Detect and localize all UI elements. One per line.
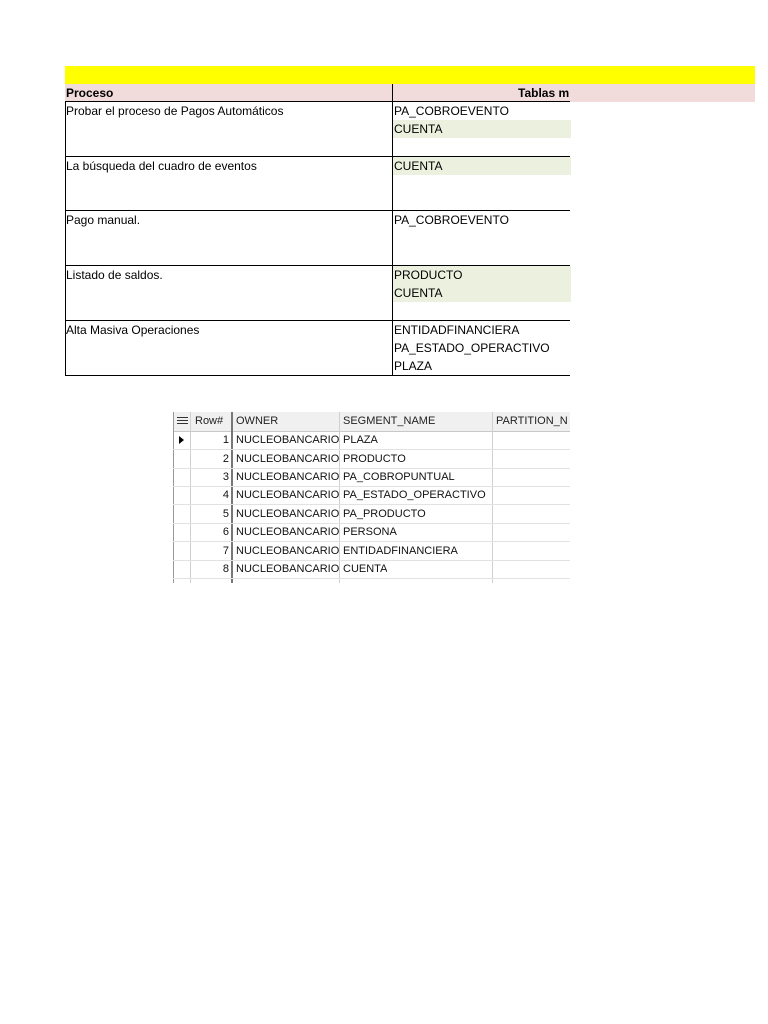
table-row[interactable] [173,431,570,450]
segment-name-cell[interactable]: CUENTA [343,563,388,575]
row-number: 6 [222,526,229,538]
row-border [65,375,570,376]
table-row[interactable] [173,542,570,561]
row-number: 1 [222,434,229,446]
tabla-cell[interactable]: PA_COBROEVENTO [394,104,509,118]
row-number: 2 [222,453,229,465]
segment-name-cell[interactable]: PA_COBROPUNTUAL [343,471,455,483]
table-row[interactable] [173,450,570,469]
table-row[interactable] [173,523,570,542]
table-row[interactable] [173,505,570,524]
row-number: 7 [222,545,229,557]
row-number: 5 [222,508,229,520]
header-proceso[interactable]: Proceso [66,86,114,100]
row-number: 4 [222,489,229,501]
column-header-rownum[interactable]: Row# [195,415,224,427]
tabla-cell[interactable]: PLAZA [394,359,433,373]
owner-cell[interactable]: NUCLEOBANCARIO [236,434,340,446]
header-band [65,84,755,102]
segment-name-cell[interactable]: PLAZA [343,434,378,446]
segment-name-cell[interactable]: ENTIDADFINANCIERA [343,545,458,557]
owner-cell[interactable]: NUCLEOBANCARIO [236,545,340,557]
proceso-cell[interactable]: La búsqueda del cuadro de eventos [66,159,257,173]
current-row-indicator-icon [179,436,184,444]
highlight-band [65,66,755,84]
tabla-cell[interactable]: ENTIDADFINANCIERA [394,323,520,337]
segment-name-cell[interactable]: PA_PRODUCTO [343,508,426,520]
segment-name-cell[interactable]: PERSONA [343,526,397,538]
segment-name-cell[interactable]: PA_ESTADO_OPERACTIVO [343,489,486,501]
owner-cell[interactable]: NUCLEOBANCARIO [236,471,340,483]
owner-cell[interactable]: NUCLEOBANCARIO [236,526,340,538]
row-number: 8 [222,563,229,575]
row-number: 3 [222,471,229,483]
tabla-cell[interactable]: CUENTA [393,284,571,302]
tabla-cell[interactable]: CUENTA [393,120,571,138]
owner-cell[interactable]: NUCLEOBANCARIO [236,489,340,501]
tabla-cell[interactable]: PA_COBROEVENTO [394,213,509,227]
column-header-owner[interactable]: OWNER [236,415,279,427]
owner-cell[interactable]: NUCLEOBANCARIO [236,453,340,465]
owner-cell[interactable]: NUCLEOBANCARIO [236,508,340,520]
segment-name-cell[interactable]: PRODUCTO [343,453,406,465]
owner-cell[interactable]: NUCLEOBANCARIO [236,563,340,575]
proceso-cell[interactable]: Pago manual. [66,213,141,227]
table-row[interactable] [173,486,570,505]
spreadsheet-table [0,0,768,380]
proceso-cell[interactable]: Alta Masiva Operaciones [66,323,200,337]
header-tablas[interactable]: Tablas m [518,86,570,100]
proceso-cell[interactable]: Listado de saldos. [66,268,163,282]
tabla-cell[interactable]: CUENTA [393,157,571,175]
tabla-cell[interactable]: PA_ESTADO_OPERACTIVO [394,341,550,355]
table-row[interactable] [173,468,570,487]
column-header-segment-name[interactable]: SEGMENT_NAME [343,415,436,427]
proceso-cell[interactable]: Probar el proceso de Pagos Automáticos [66,104,284,118]
column-header-partition-name[interactable]: PARTITION_N [496,415,568,427]
query-result-grid [173,412,570,583]
table-row[interactable] [173,560,570,579]
tabla-cell[interactable]: PRODUCTO [393,266,571,284]
list-icon[interactable] [177,417,188,426]
